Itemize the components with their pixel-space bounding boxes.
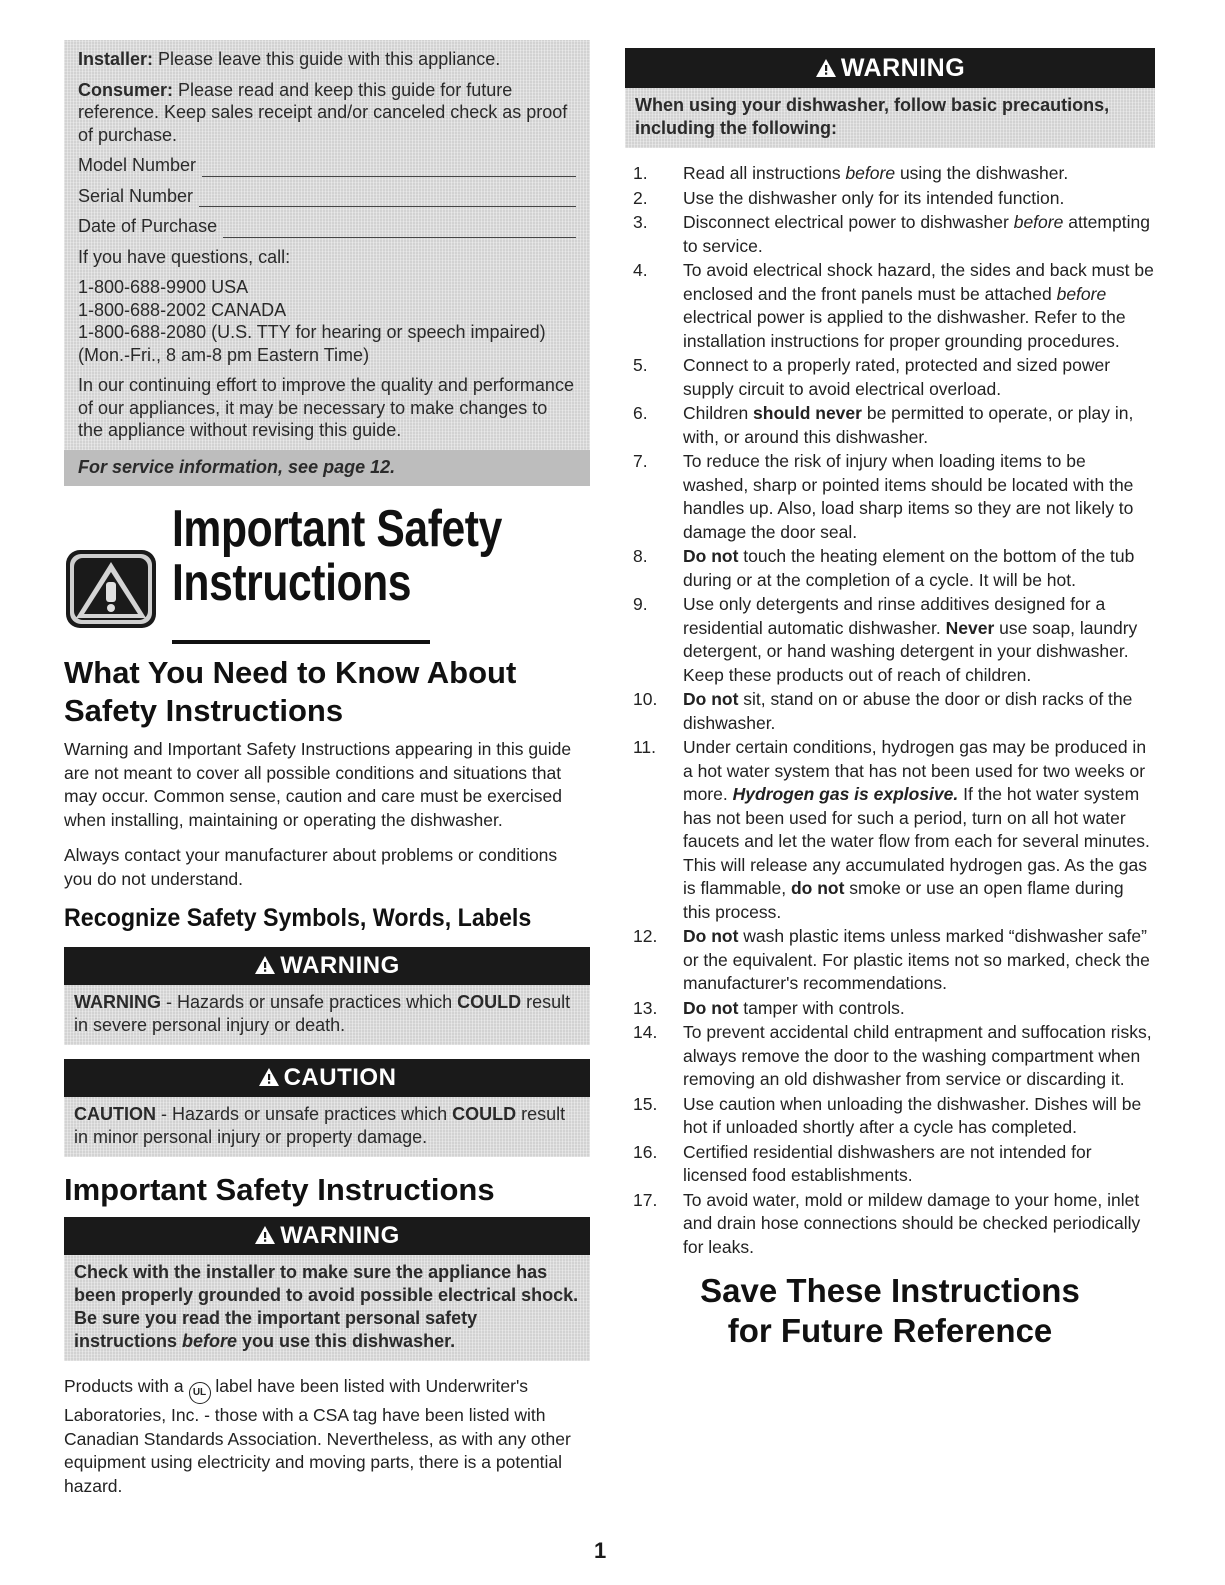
warning-triangle-icon bbox=[254, 955, 276, 975]
rule-item bbox=[625, 162, 1155, 186]
rule-text: To prevent accidental child entrapment and suffocation risks, always remove the door to the washing compartment when removing an old dishwasher from service or discarding it. bbox=[683, 1022, 1152, 1089]
rule-item bbox=[625, 450, 1155, 544]
rule-text: Hydrogen gas is explosive. bbox=[732, 784, 959, 804]
rule-text: Do not bbox=[683, 546, 739, 566]
serial-number-field[interactable]: Serial Number bbox=[78, 185, 576, 208]
rule-text: Disconnect electrical power to dishwasher bbox=[683, 212, 1014, 232]
rule-text: before bbox=[1013, 212, 1064, 232]
rule-item bbox=[625, 187, 1155, 211]
precautions-header: WARNING bbox=[625, 48, 1155, 88]
questions-text: If you have questions, call: bbox=[78, 246, 291, 267]
save-line-1: Save These Instructions bbox=[700, 1272, 1080, 1309]
rule-text: Under certain conditions, hydrogen gas may be produced in a hot water system that has not been used for two weeks or more. bbox=[683, 737, 1147, 804]
rule-text: Do not bbox=[683, 689, 739, 709]
rule-item bbox=[625, 211, 1155, 258]
rule-text: smoke or use an open flame during this process. bbox=[683, 878, 1124, 922]
rule-number: 3. bbox=[633, 212, 648, 232]
caution-header: CAUTION bbox=[64, 1059, 590, 1097]
page-number: 1 bbox=[594, 1538, 607, 1563]
rule-text: attempting to service. bbox=[683, 212, 1150, 256]
rule-text: tamper with controls. bbox=[738, 997, 905, 1018]
rule-item bbox=[625, 997, 1155, 1021]
rule-text: Do not bbox=[683, 926, 739, 946]
installer-note: Installer: Please leave this guide with this appliance. bbox=[78, 49, 501, 69]
rule-item bbox=[625, 593, 1155, 687]
intro-paragraph: Warning and Important Safety Instructions appearing in this guide are not meant to cover all possible conditions and situations that may occur. Common sense, caution and care must be exercised when installing, maintaining or operating the dishwasher. bbox=[64, 739, 572, 830]
rule-number: 15. bbox=[633, 1093, 658, 1114]
rule-number: 11. bbox=[633, 737, 657, 757]
precautions-subtitle: When using your dishwasher, follow basic precautions, including the following: bbox=[625, 88, 1155, 148]
rule-text: before bbox=[845, 163, 896, 183]
warning-definition: WARNING - Hazards or unsafe practices which COULD result in severe personal injury or death. bbox=[64, 985, 590, 1045]
rule-item bbox=[625, 688, 1155, 735]
save-line-2: for Future Reference bbox=[727, 1312, 1053, 1349]
rule-number: 4. bbox=[633, 260, 648, 280]
rule-text: To avoid water, mold or mildew damage to your home, inlet and drain hose connections should be checked periodically for leaks. bbox=[683, 1189, 1141, 1257]
rule-text: should never bbox=[753, 403, 862, 423]
date-of-purchase-field[interactable]: Date of Purchase bbox=[78, 215, 576, 238]
phone-list bbox=[78, 276, 576, 366]
rule-item bbox=[625, 402, 1155, 449]
caution-definition-box bbox=[64, 1059, 590, 1157]
rule-text: Connect to a properly rated, protected and sized power supply circuit to avoid electrical overload. bbox=[683, 355, 1111, 399]
main-title-block bbox=[64, 502, 590, 632]
section-heading-what-you-need: What You Need to Know About Safety Instructions bbox=[64, 655, 517, 728]
rule-text: wash plastic items unless marked “dishwasher safe” or the equivalent. For plastic items not so marked, check the manufacturer's recommendations. bbox=[683, 926, 1150, 993]
rule-text: Children bbox=[683, 403, 754, 423]
phone-canada: 1-800-688-2002 CANADA bbox=[78, 299, 287, 320]
rule-item bbox=[625, 1189, 1155, 1260]
rule-text: electrical power is applied to the dishwasher. Refer to the installation instructions for proper grounding procedures. bbox=[683, 307, 1126, 351]
phone-tty: 1-800-688-2080 (U.S. TTY for hearing or speech impaired) (Mon.-Fri., 8 am-8 pm Eastern Time) bbox=[78, 322, 546, 365]
rule-text: touch the heating element on the bottom of the tub during or at the completion of a cycle. It will be hot. bbox=[683, 546, 1135, 590]
rule-number: 10. bbox=[633, 689, 658, 709]
rule-text: do not bbox=[790, 878, 845, 898]
rule-number: 7. bbox=[633, 451, 648, 471]
rule-item bbox=[625, 259, 1155, 353]
warning-triangle-icon bbox=[254, 1225, 276, 1245]
rule-text: Do not bbox=[683, 997, 739, 1018]
grounding-warning-header: WARNING bbox=[64, 1217, 590, 1255]
rule-text: To reduce the risk of injury when loading items to be washed, sharp or pointed items should be located with the handles up. Also, load sharp items so they are not likely to damage the door seal. bbox=[683, 451, 1134, 542]
rule-text: using the dishwasher. bbox=[895, 163, 1069, 183]
rule-number: 17. bbox=[633, 1189, 658, 1210]
page-title: Important Safety Instructions bbox=[172, 500, 502, 612]
rule-item bbox=[625, 1141, 1155, 1188]
rule-number: 16. bbox=[633, 1141, 658, 1162]
phone-usa: 1-800-688-9900 USA bbox=[78, 277, 249, 297]
rule-item bbox=[625, 1093, 1155, 1140]
warning-triangle-icon bbox=[815, 58, 837, 78]
warning-header: WARNING bbox=[64, 947, 590, 985]
rule-text: Certified residential dishwashers are not intended for licensed food establishments. bbox=[683, 1141, 1092, 1185]
rule-text: Use the dishwasher only for its intended function. bbox=[683, 187, 1065, 208]
section-heading-symbols: Recognize Safety Symbols, Words, Labels bbox=[64, 904, 532, 932]
ul-listing-paragraph: Products with a UL label have been listed with Underwriter's Laboratories, Inc. - those with a CSA tag have been listed with Canadian Standards Association. Nevertheless, as with any other equipment using electricity and moving parts, there is a potential hazard. bbox=[64, 1376, 571, 1496]
grounding-warning-box bbox=[64, 1217, 590, 1361]
title-underline bbox=[172, 640, 430, 644]
left-column bbox=[64, 40, 590, 1510]
rule-text: be permitted to operate, or play in, with, or around this dishwasher. bbox=[683, 403, 1134, 447]
rule-text: If the hot water system has not been used for such a period, turn on all hot water faucets and let the water flow from each for several minutes. This will release any accumulated hydrogen gas. As the gas is flammable, bbox=[683, 784, 1150, 898]
rule-text: sit, stand on or abuse the door or dish racks of the dishwasher. bbox=[683, 689, 1133, 733]
warning-triangle-icon bbox=[258, 1067, 280, 1087]
caution-definition: CAUTION - Hazards or unsafe practices which COULD result in minor personal injury or property damage. bbox=[64, 1097, 590, 1157]
safety-rules-list bbox=[625, 162, 1155, 1259]
model-number-field[interactable]: Model Number bbox=[78, 154, 576, 177]
rule-item bbox=[625, 736, 1155, 924]
rule-number: 9. bbox=[633, 594, 648, 614]
section-heading-important-safety: Important Safety Instructions bbox=[64, 1172, 495, 1207]
rule-text: Read all instructions bbox=[683, 163, 846, 183]
rule-number: 13. bbox=[633, 997, 658, 1018]
warning-definition-box bbox=[64, 947, 590, 1045]
ul-logo-icon: UL bbox=[189, 1382, 211, 1404]
rule-text: To avoid electrical shock hazard, the sides and back must be enclosed and the front panels must be attached bbox=[683, 260, 1154, 304]
rule-item bbox=[625, 1021, 1155, 1092]
consumer-note: Consumer: Please read and keep this guide for future reference. Keep sales receipt and/or canceled check as proof of purchase. bbox=[78, 79, 568, 145]
rule-item bbox=[625, 545, 1155, 592]
save-instructions-block bbox=[625, 1271, 1155, 1351]
dishwasher-precautions-warning bbox=[625, 48, 1155, 148]
rule-text: Never bbox=[945, 617, 995, 638]
rule-item bbox=[625, 354, 1155, 401]
rule-text: Use caution when unloading the dishwasher. Dishes will be hot if unloaded shortly after a cycle has completed. bbox=[683, 1093, 1142, 1137]
rule-item bbox=[625, 925, 1155, 996]
rule-number: 6. bbox=[633, 403, 648, 423]
rule-number: 12. bbox=[633, 926, 658, 946]
rule-text: before bbox=[1056, 283, 1107, 304]
rule-number: 1. bbox=[633, 163, 648, 183]
rule-number: 8. bbox=[633, 546, 648, 566]
improvement-note: In our continuing effort to improve the quality and performance of our appliances, it may be necessary to make changes to the appliance without revising this guide. bbox=[78, 375, 574, 440]
rule-number: 2. bbox=[633, 187, 648, 208]
rule-text: use soap, laundry detergent, or hand washing detergent in your dishwasher. Keep these products out of reach of children. bbox=[683, 617, 1138, 685]
warning-triangle-icon bbox=[66, 550, 156, 628]
rule-number: 14. bbox=[633, 1022, 658, 1042]
rule-text: Use only detergents and rinse additives designed for a residential automatic dishwasher. bbox=[683, 594, 1106, 638]
installer-info-box bbox=[64, 40, 590, 486]
service-info-note: For service information, see page 12. bbox=[64, 450, 590, 487]
contact-paragraph: Always contact your manufacturer about problems or conditions you do not understand. bbox=[64, 845, 558, 889]
rule-number: 5. bbox=[633, 355, 648, 375]
right-column bbox=[625, 48, 1155, 1351]
grounding-warning-text: Check with the installer to make sure the appliance has been properly grounded to avoid possible electrical shock. Be sure you read the important personal safety instructions before you use this dishwasher. bbox=[64, 1255, 590, 1361]
